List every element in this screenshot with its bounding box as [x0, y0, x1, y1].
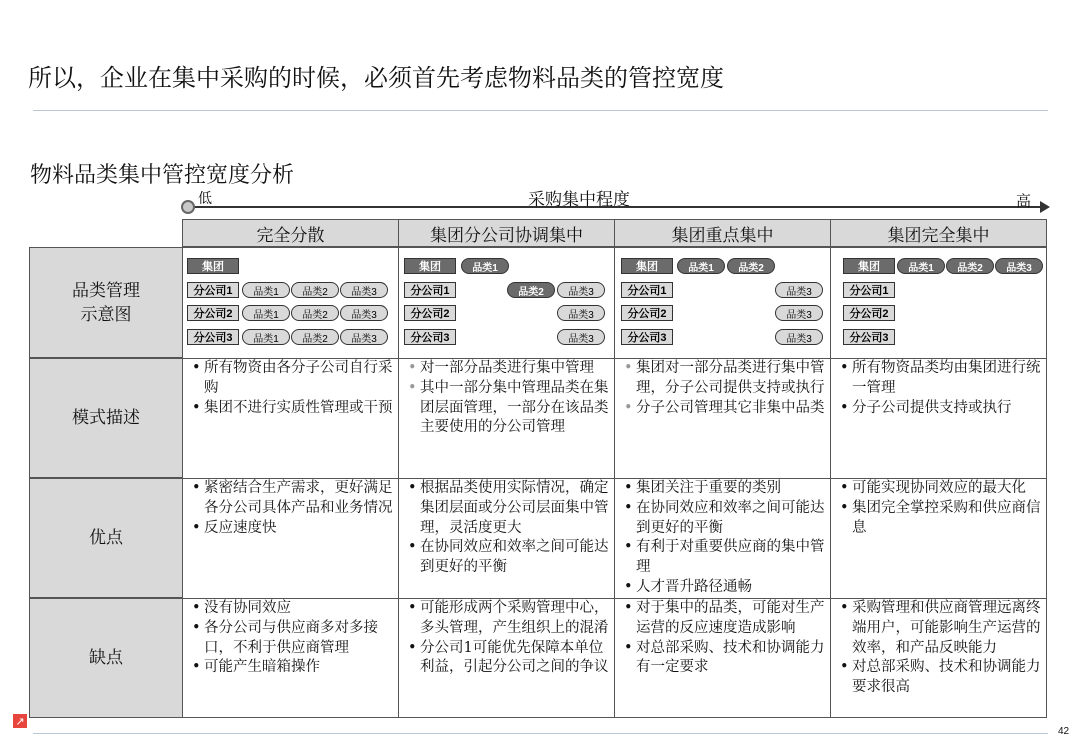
- category-oval: 品类2: [291, 329, 339, 345]
- category-oval: 品类2: [727, 258, 775, 274]
- bullet-item: • 反应速度快: [192, 519, 395, 539]
- category-oval: 品类2: [946, 258, 994, 274]
- category-oval: 品类1: [242, 282, 290, 298]
- sub-company-box: 分公司2: [404, 305, 456, 321]
- bullet-item: • 集团关注于重要的类别: [624, 479, 827, 499]
- pros-cell-coordinated: [398, 478, 615, 598]
- group-box: 集团: [404, 258, 456, 274]
- diagram-cell-coordinated: [398, 247, 615, 358]
- title-divider: [33, 110, 1048, 111]
- column-header-fully-decentralized: 完全分散: [182, 219, 399, 247]
- axis-title: 采购集中程度: [528, 190, 630, 210]
- category-oval: 品类2: [507, 282, 555, 298]
- sub-company-box: 分公司3: [843, 329, 895, 345]
- bullet-item: • 所有物资由各分子公司自行采购: [192, 359, 395, 399]
- sub-company-box: 分公司2: [187, 305, 239, 321]
- bullet-item: • 在协同效应和效率之间可能达到更好的平衡: [408, 538, 611, 578]
- category-oval: 品类3: [775, 305, 823, 321]
- cons-cell-fully-centralized: [830, 598, 1047, 718]
- axis-start-dot-icon: [181, 200, 195, 214]
- group-box: 集团: [843, 258, 895, 274]
- description-cell-decentralized: [182, 358, 399, 478]
- category-oval: 品类1: [461, 258, 509, 274]
- row-label-cons: 缺点: [29, 598, 182, 718]
- bullet-item: • 对总部采购、技术和协调能力要求很高: [840, 658, 1043, 698]
- column-header-coordinated: 集团分公司协调集中: [398, 219, 615, 247]
- category-oval: 品类1: [242, 305, 290, 321]
- bullet-item: • 各分公司与供应商多对多接口，不利于供应商管理: [192, 619, 395, 659]
- row-label-pros: 优点: [29, 478, 182, 598]
- sub-company-box: 分公司1: [187, 282, 239, 298]
- group-box: 集团: [187, 258, 239, 274]
- section-subtitle: 物料品类集中管控宽度分析: [30, 163, 295, 188]
- arrow-logo-icon: ↗: [13, 714, 27, 728]
- pros-cell-decentralized: [182, 478, 399, 598]
- bullet-item: • 对一部分品类进行集中管理: [408, 359, 611, 379]
- bullet-item: • 人才晋升路径通畅: [624, 578, 827, 598]
- sub-company-box: 分公司1: [621, 282, 673, 298]
- bullet-item: • 集团不进行实质性管理或干预: [192, 399, 395, 419]
- diagram-cell-fully-centralized: [830, 247, 1047, 358]
- description-cell-fully-centralized: [830, 358, 1047, 478]
- bullet-item: • 所有物资品类均由集团进行统一管理: [840, 359, 1043, 399]
- category-oval: 品类1: [897, 258, 945, 274]
- bullet-item: • 可能形成两个采购管理中心，多头管理，产生组织上的混淆: [408, 599, 611, 639]
- column-header-key-centralized: 集团重点集中: [614, 219, 831, 247]
- category-oval: 品类3: [995, 258, 1043, 274]
- sub-company-box: 分公司2: [843, 305, 895, 321]
- description-cell-coordinated: [398, 358, 615, 478]
- category-oval: 品类3: [340, 305, 388, 321]
- bullet-item: • 在协同效应和效率之间可能达到更好的平衡: [624, 499, 827, 539]
- bullet-item: • 采购管理和供应商管理远离终端用户，可能影响生产运营的效率，和产品反映能力: [840, 599, 1043, 658]
- bullet-item: • 集团对一部分品类进行集中管理，分子公司提供支持或执行: [624, 359, 827, 399]
- page-title: 所以，企业在集中采购的时候，必须首先考虑物料品类的管控宽度: [28, 64, 724, 92]
- bullet-item: • 对总部采购、技术和协调能力有一定要求: [624, 639, 827, 679]
- category-oval: 品类3: [340, 329, 388, 345]
- description-cell-key-centralized: [614, 358, 831, 478]
- category-oval: 品类3: [340, 282, 388, 298]
- bullet-item: • 有利于对重要供应商的集中管理: [624, 538, 827, 578]
- cons-cell-decentralized: [182, 598, 399, 718]
- bullet-item: • 可能实现协同效应的最大化: [840, 479, 1043, 499]
- category-oval: 品类3: [557, 305, 605, 321]
- sub-company-box: 分公司3: [187, 329, 239, 345]
- axis-low-label: 低: [198, 191, 212, 207]
- bullet-item: • 分公司1可能优先保障本单位利益，引起分公司之间的争议: [408, 639, 611, 679]
- row-label-description: 模式描述: [29, 358, 182, 478]
- sub-company-box: 分公司3: [621, 329, 673, 345]
- sub-company-box: 分公司1: [404, 282, 456, 298]
- category-oval: 品类2: [291, 305, 339, 321]
- axis-arrow-icon: [1040, 201, 1050, 213]
- page-number: 42: [1058, 726, 1070, 737]
- cons-cell-coordinated: [398, 598, 615, 718]
- axis-high-label: 高: [1016, 192, 1032, 210]
- diagram-cell-decentralized: [182, 247, 399, 358]
- bullet-item: • 其中一部分集中管理品类在集团层面管理，一部分在该品类主要使用的分公司管理: [408, 379, 611, 438]
- row-label-diagram: 品类管理 示意图: [29, 247, 182, 358]
- category-oval: 品类2: [291, 282, 339, 298]
- bullet-item: • 紧密结合生产需求，更好满足各分公司具体产品和业务情况: [192, 479, 395, 519]
- sub-company-box: 分公司3: [404, 329, 456, 345]
- pros-cell-fully-centralized: [830, 478, 1047, 598]
- sub-company-box: 分公司2: [621, 305, 673, 321]
- bullet-item: • 根据品类使用实际情况，确定集团层面或分公司层面集中管理，灵活度更大: [408, 479, 611, 538]
- cons-cell-key-centralized: [614, 598, 831, 718]
- bullet-item: • 对于集中的品类，可能对生产运营的反应速度造成影响: [624, 599, 827, 639]
- category-oval: 品类3: [557, 329, 605, 345]
- category-oval: 品类3: [775, 282, 823, 298]
- column-header-fully-centralized: 集团完全集中: [830, 219, 1047, 247]
- category-oval: 品类1: [677, 258, 725, 274]
- pros-cell-key-centralized: [614, 478, 831, 598]
- category-oval: 品类3: [557, 282, 605, 298]
- footer-divider: [33, 733, 1048, 734]
- category-oval: 品类3: [775, 329, 823, 345]
- category-oval: 品类1: [242, 329, 290, 345]
- diagram-cell-key-centralized: [614, 247, 831, 358]
- bullet-item: • 分子公司管理其它非集中品类: [624, 399, 827, 419]
- bullet-item: • 可能产生暗箱操作: [192, 658, 395, 678]
- group-box: 集团: [621, 258, 673, 274]
- bullet-item: • 分子公司提供支持或执行: [840, 399, 1043, 419]
- sub-company-box: 分公司1: [843, 282, 895, 298]
- bullet-item: • 没有协同效应: [192, 599, 395, 619]
- bullet-item: • 集团完全掌控采购和供应商信息: [840, 499, 1043, 539]
